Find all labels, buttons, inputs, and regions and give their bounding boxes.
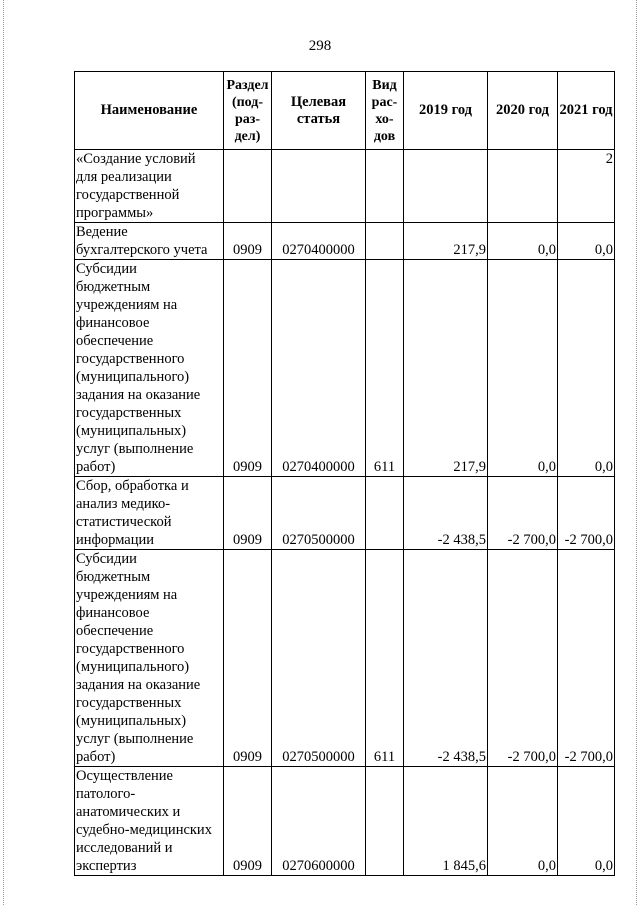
header-section: Раздел (под- раз- дел) bbox=[224, 72, 272, 150]
table-row bbox=[75, 477, 615, 550]
cell-expense-type bbox=[366, 767, 404, 876]
budget-table bbox=[74, 71, 615, 876]
cell-2021: 0,0 bbox=[558, 223, 615, 260]
table-row bbox=[75, 223, 615, 260]
cell-target: 0270400000 bbox=[272, 223, 366, 260]
table-row bbox=[75, 260, 615, 477]
cell-name: Субсидии бюджетным учреждениям на финансовое обеспечение государственного (муниципального) задания на оказание государственных (муниципальных) услуг (выполнение работ) bbox=[75, 260, 224, 477]
cell-2020 bbox=[488, 150, 558, 223]
cell-name: Субсидии бюджетным учреждениям на финансовое обеспечение государственного (муниципального) задания на оказание государственных (муниципальных) услуг (выполнение работ) bbox=[75, 550, 224, 767]
cell-target: 0270500000 bbox=[272, 477, 366, 550]
cell-2019: -2 438,5 bbox=[404, 550, 488, 767]
header-expense-type: Вид рас- хо- дов bbox=[366, 72, 404, 150]
cell-2019 bbox=[404, 150, 488, 223]
header-2021: 2021 год bbox=[558, 72, 615, 150]
cell-2020: 0,0 bbox=[488, 767, 558, 876]
cell-name: Ведение бухгалтерского учета bbox=[75, 223, 224, 260]
header-2019: 2019 год bbox=[404, 72, 488, 150]
cell-target: 0270600000 bbox=[272, 767, 366, 876]
cell-2020: -2 700,0 bbox=[488, 477, 558, 550]
cell-2021: -2 700,0 bbox=[558, 477, 615, 550]
cell-2021: 2 bbox=[558, 150, 615, 223]
cell-section: 0909 bbox=[224, 767, 272, 876]
table-row bbox=[75, 550, 615, 767]
cell-section: 0909 bbox=[224, 477, 272, 550]
scan-edge-left bbox=[3, 0, 4, 905]
cell-2020: 0,0 bbox=[488, 223, 558, 260]
cell-name: Осуществление патолого- анатомических и судебно-медицинских исследований и экспертиз bbox=[75, 767, 224, 876]
cell-2021: 0,0 bbox=[558, 767, 615, 876]
table-header-row bbox=[75, 72, 615, 150]
header-target: Целевая статья bbox=[272, 72, 366, 150]
header-name: Наименование bbox=[75, 72, 224, 150]
cell-name: Сбор, обработка и анализ медико- статистической информации bbox=[75, 477, 224, 550]
cell-section bbox=[224, 150, 272, 223]
page-number: 298 bbox=[308, 38, 332, 54]
cell-2020: -2 700,0 bbox=[488, 550, 558, 767]
cell-target: 0270400000 bbox=[272, 260, 366, 477]
cell-section: 0909 bbox=[224, 550, 272, 767]
cell-2021: 0,0 bbox=[558, 260, 615, 477]
cell-expense-type bbox=[366, 150, 404, 223]
cell-expense-type: 611 bbox=[366, 550, 404, 767]
cell-2019: 217,9 bbox=[404, 260, 488, 477]
cell-expense-type bbox=[366, 223, 404, 260]
cell-2019: 217,9 bbox=[404, 223, 488, 260]
header-2020: 2020 год bbox=[488, 72, 558, 150]
cell-expense-type: 611 bbox=[366, 260, 404, 477]
cell-target: 0270500000 bbox=[272, 550, 366, 767]
table-row bbox=[75, 767, 615, 876]
scan-edge-right bbox=[636, 0, 637, 905]
cell-section: 0909 bbox=[224, 260, 272, 477]
cell-name: «Создание условий для реализации государственной программы» bbox=[75, 150, 224, 223]
cell-section: 0909 bbox=[224, 223, 272, 260]
cell-2019: -2 438,5 bbox=[404, 477, 488, 550]
table-row bbox=[75, 150, 615, 223]
cell-2020: 0,0 bbox=[488, 260, 558, 477]
cell-2019: 1 845,6 bbox=[404, 767, 488, 876]
cell-2021: -2 700,0 bbox=[558, 550, 615, 767]
cell-expense-type bbox=[366, 477, 404, 550]
cell-target bbox=[272, 150, 366, 223]
